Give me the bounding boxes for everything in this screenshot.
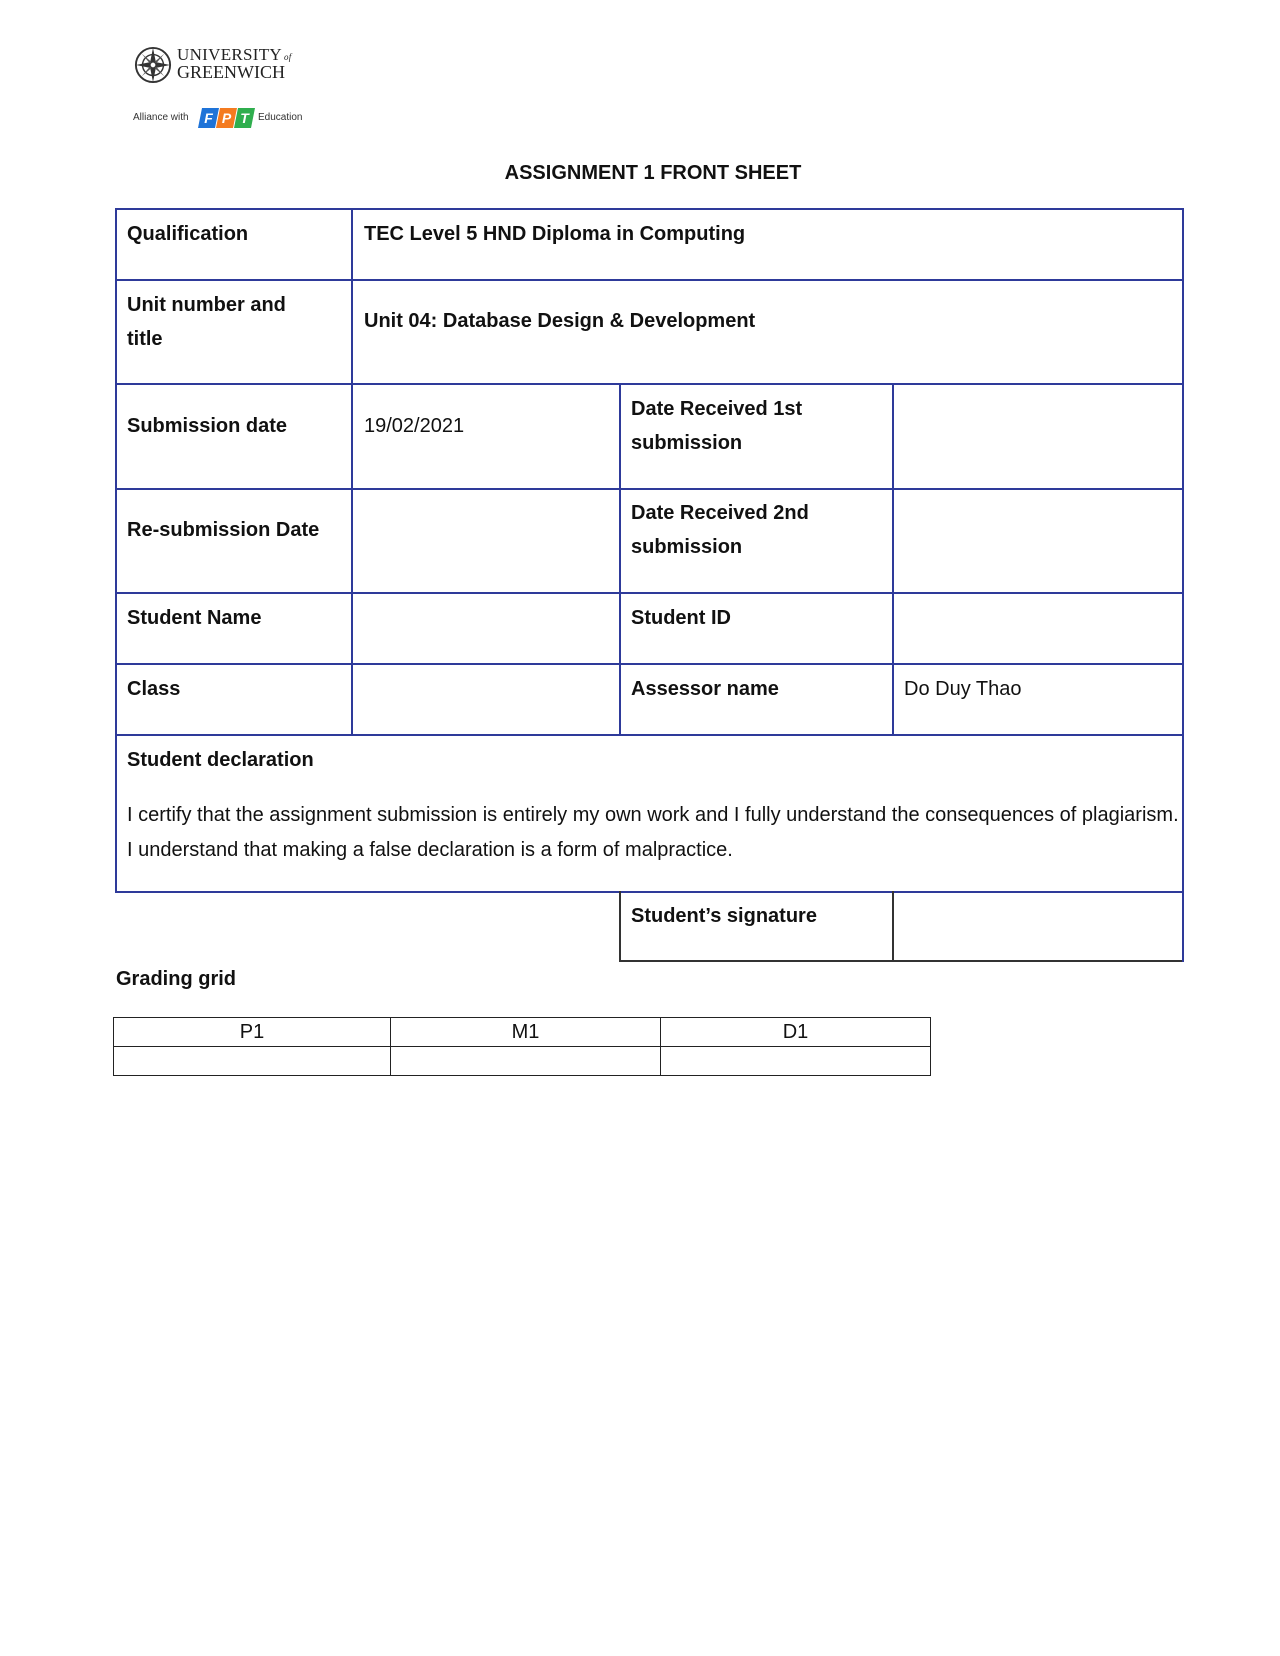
signature-label: Student’s signature	[631, 905, 817, 927]
university-name-line1: UNIVERSITY of	[177, 45, 292, 64]
assessor-name-value: Do Duy Thao	[904, 678, 1022, 700]
unit-label-line: Unit number and	[127, 294, 286, 316]
column-divider	[619, 891, 621, 962]
declaration-heading: Student declaration	[127, 749, 314, 771]
date-received-1st-label-line: submission	[631, 432, 743, 454]
grading-grid	[113, 1017, 931, 1076]
grade-value-d1	[661, 1047, 931, 1076]
student-name-label: Student Name	[127, 607, 262, 629]
fpt-logo	[197, 106, 257, 130]
qualification-label: Qualification	[127, 223, 249, 245]
row-divider	[115, 488, 1184, 490]
alliance-text: Alliance with	[133, 112, 189, 123]
submission-date-value: 19/02/2021	[364, 415, 465, 437]
date-received-2nd-label-line: submission	[631, 536, 743, 558]
grading-value-row	[114, 1047, 931, 1076]
university-seal-icon	[134, 46, 172, 84]
grade-header-p1: P1	[114, 1018, 391, 1047]
unit-value: Unit 04: Database Design & Development	[364, 310, 756, 332]
assessor-name-label: Assessor name	[631, 678, 779, 700]
qualification-value: TEC Level 5 HND Diploma in Computing	[364, 223, 746, 245]
education-text: Education	[258, 112, 303, 123]
resubmission-date-label: Re-submission Date	[127, 519, 320, 541]
column-divider	[892, 891, 894, 962]
grade-value-p1	[114, 1047, 391, 1076]
row-divider	[619, 960, 1184, 962]
class-label: Class	[127, 678, 181, 700]
university-logo	[134, 44, 334, 134]
row-divider	[115, 734, 1184, 736]
fpt-letter: T	[240, 110, 249, 126]
fpt-letter: P	[221, 110, 232, 126]
date-received-1st-label	[631, 392, 802, 460]
date-received-1st-label-line: Date Received 1st	[631, 398, 803, 420]
declaration-text: I certify that the assignment submission is entirely my own work and I fully understand the consequences of plagiarism. I understand that making a false declaration is a form of malpractice.	[127, 804, 1179, 861]
grading-grid-label: Grading grid	[116, 968, 236, 990]
column-divider	[892, 383, 894, 736]
column-divider	[619, 383, 621, 736]
grade-header-m1: M1	[391, 1018, 661, 1047]
submission-date-label: Submission date	[127, 415, 288, 437]
row-divider	[115, 279, 1184, 281]
grade-header-d1: D1	[661, 1018, 931, 1047]
page-title: ASSIGNMENT 1 FRONT SHEET	[504, 162, 802, 184]
column-divider	[115, 208, 117, 893]
fpt-letter: F	[204, 110, 213, 126]
date-received-2nd-label-line: Date Received 2nd	[631, 502, 809, 524]
student-id-label: Student ID	[631, 607, 731, 629]
date-received-2nd-label	[631, 496, 809, 564]
university-name-line2: GREENWICH	[177, 62, 285, 82]
column-divider	[351, 208, 353, 736]
row-divider	[115, 383, 1184, 385]
row-divider	[115, 208, 1184, 210]
grade-value-m1	[391, 1047, 661, 1076]
row-divider	[115, 663, 1184, 665]
unit-label	[127, 288, 286, 356]
grading-header-row	[114, 1018, 931, 1047]
row-divider	[115, 891, 1184, 893]
unit-label-line: title	[127, 328, 163, 350]
row-divider	[115, 592, 1184, 594]
